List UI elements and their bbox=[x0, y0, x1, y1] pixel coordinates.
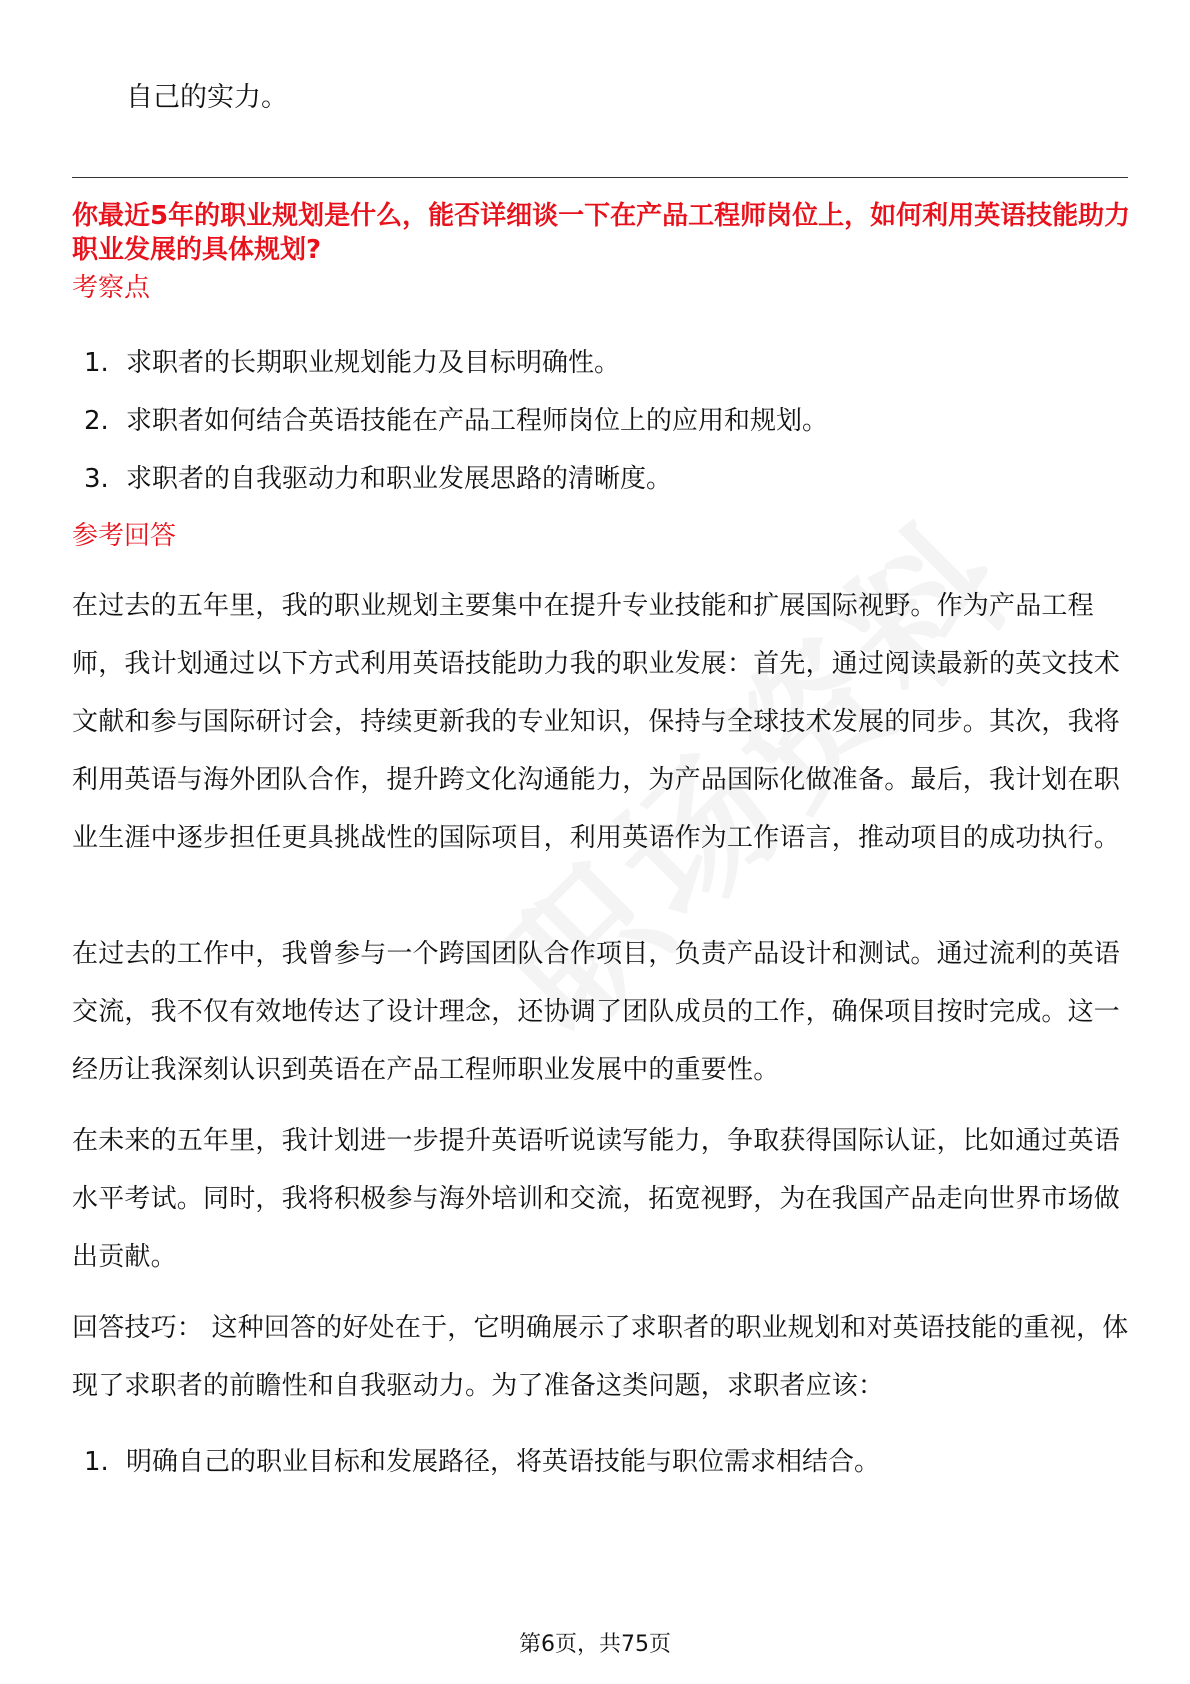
section-divider bbox=[72, 177, 1128, 178]
tips-list bbox=[84, 1442, 880, 1500]
question-title: 你最近5年的职业规划是什么，能否详细谈一下在产品工程师岗位上，如何利用英语技能助力职业发展的具体规划? bbox=[72, 201, 1131, 265]
list-item: 3. 求职者的自我驱动力和职业发展思路的清晰度。 bbox=[84, 464, 673, 494]
answer-paragraph-3: 在未来的五年里，我计划进一步提升英语听说读写能力，争取获得国际认证，比如通过英语水平考试。同时，我将积极参与海外培训和交流，拓宽视野，为在我国产品走向世界市场做出贡献。 bbox=[72, 1126, 1121, 1272]
answer-paragraph-1: 在过去的五年里，我的职业规划主要集中在提升专业技能和扩展国际视野。作为产品工程师，我计划通过以下方式利用英语技能助力我的职业发展：首先，通过阅读最新的英文技术文献和参与国际研讨会，持续更新我的专业知识，保持与全球技术发展的同步。其次，我将利用英语与海外团队合作，提升跨文化沟通能力，为产品国际化做准备。最后，我计划在职业生涯中逐步担任更具挑战性的国际项目，利用英语作为工作语言，推动项目的成功执行。 bbox=[72, 591, 1121, 853]
list-item: 1. 求职者的长期职业规划能力及目标明确性。 bbox=[84, 348, 621, 378]
answer-heading: 参考回答 bbox=[72, 521, 177, 551]
page-number: 第6页，共75页 bbox=[519, 1632, 671, 1657]
points-heading: 考察点 bbox=[72, 273, 151, 303]
carry-over-text: 自己的实力。 bbox=[126, 82, 288, 113]
list-item: 1. 明确自己的职业目标和发展路径，将英语技能与职位需求相结合。 bbox=[84, 1447, 881, 1477]
answer-tips-paragraph: 回答技巧： 这种回答的好处在于，它明确展示了求职者的职业规划和对英语技能的重视，体现了求职者的前瞻性和自我驱动力。为了准备这类问题，求职者应该： bbox=[72, 1313, 1129, 1401]
list-item: 2. 求职者如何结合英语技能在产品工程师岗位上的应用和规划。 bbox=[84, 406, 829, 436]
answer-paragraph-2: 在过去的工作中，我曾参与一个跨国团队合作项目，负责产品设计和测试。通过流利的英语交流，我不仅有效地传达了设计理念，还协调了团队成员的工作，确保项目按时完成。这一经历让我深刻认识到英语在产品工程师职业发展中的重要性。 bbox=[72, 939, 1121, 1085]
points-list bbox=[84, 343, 828, 517]
